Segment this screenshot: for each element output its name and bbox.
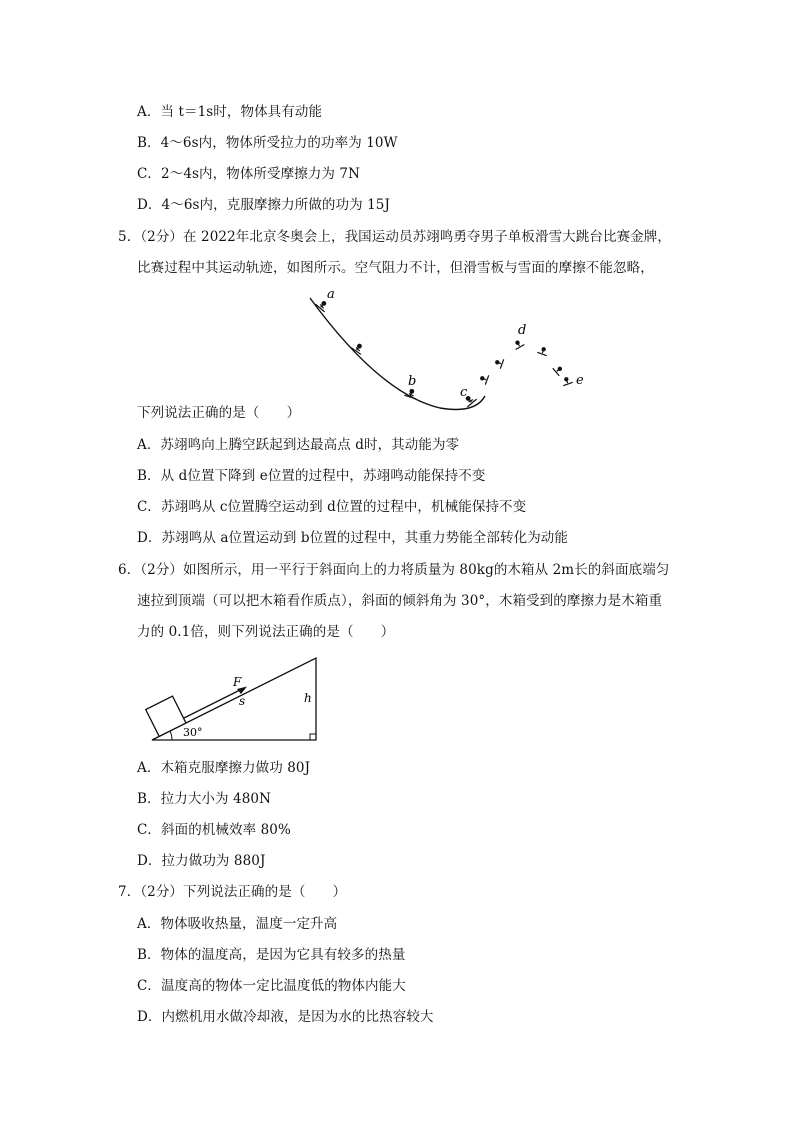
q4-option-d: D．4～6s内，克服摩擦力所做的功为 15J xyxy=(137,197,391,213)
q5-stem-line3: 下列说法正确的是（ ） xyxy=(137,405,301,421)
trajectory-ramp xyxy=(310,298,485,410)
q5-option-d: D．苏翊鸣从 a位置运动到 b位置的过程中，其重力势能全部转化为动能 xyxy=(137,530,568,546)
angle-arc xyxy=(170,731,172,740)
label-d: d xyxy=(518,323,527,338)
q7-option-b: B．物体的温度高，是因为它具有较多的热量 xyxy=(137,947,406,963)
q5-stem-line1: 5．（2分）在 2022年北京冬奥会上，我国运动员苏翊鸣勇夺男子单板滑雪大跳台比赛金牌， xyxy=(118,229,671,245)
q6-stem-line3: 力的 0.1倍，则下列说法正确的是（ ） xyxy=(137,624,395,640)
label-c: c xyxy=(460,385,468,400)
q4-option-c: C．2～4s内，物体所受摩擦力为 7N xyxy=(137,166,361,182)
q6-option-c: C．斜面的机械效率 80% xyxy=(137,822,291,838)
q6-option-a: A．木箱克服摩擦力做功 80J xyxy=(137,760,311,776)
q4-option-a: A．当 t＝1s时，物体具有动能 xyxy=(137,104,323,120)
q7-stem-line1: 7．（2分）下列说法正确的是（ ） xyxy=(118,884,347,900)
q6-option-b: B．拉力大小为 480N xyxy=(137,791,271,807)
q6-stem-line2: 速拉到顶端（可以把木箱看作质点），斜面的倾斜角为 30°，木箱受到的摩擦力是木箱重 xyxy=(137,593,663,609)
q5-stem-line2: 比赛过程中其运动轨迹，如图所示。空气阻力不计，但滑雪板与雪面的摩擦不能忽略， xyxy=(137,260,654,276)
label-height: h xyxy=(304,691,312,705)
label-angle: 30° xyxy=(183,726,203,739)
q7-option-c: C．温度高的物体一定比温度低的物体内能大 xyxy=(137,978,406,994)
q6-option-d: D．拉力做功为 880J xyxy=(137,853,266,869)
crate xyxy=(146,696,186,736)
force-arrow-line xyxy=(184,688,244,718)
q5-option-a: A．苏翊鸣向上腾空跃起到达最高点 d时，其动能为零 xyxy=(137,437,460,453)
q5-option-b: B．从 d位置下降到 e位置的过程中，苏翊鸣动能保持不变 xyxy=(137,468,486,484)
q6-stem-line1: 6．（2分）如图所示，用一平行于斜面向上的力将质量为 80kg的木箱从 2m长的斜面底端匀 xyxy=(118,562,670,578)
label-b: b xyxy=(408,374,417,389)
q7-option-a: A．物体吸收热量，温度一定升高 xyxy=(137,916,338,932)
q6-incline-figure xyxy=(134,652,324,746)
q4-option-b: B．4～6s内，物体所受拉力的功率为 10W xyxy=(137,135,398,151)
label-a: a xyxy=(327,287,335,302)
right-angle-mark xyxy=(310,734,316,740)
q5-option-c: C．苏翊鸣从 c位置腾空运动到 d位置的过程中，机械能保持不变 xyxy=(137,499,527,515)
skier-icons xyxy=(315,298,572,407)
q7-option-d: D．内燃机用水做冷却液，是因为水的比热容较大 xyxy=(137,1009,434,1025)
label-e: e xyxy=(576,373,584,388)
label-slope: s xyxy=(239,694,246,708)
q5-trajectory-figure xyxy=(300,284,600,420)
label-force: F xyxy=(233,675,242,689)
